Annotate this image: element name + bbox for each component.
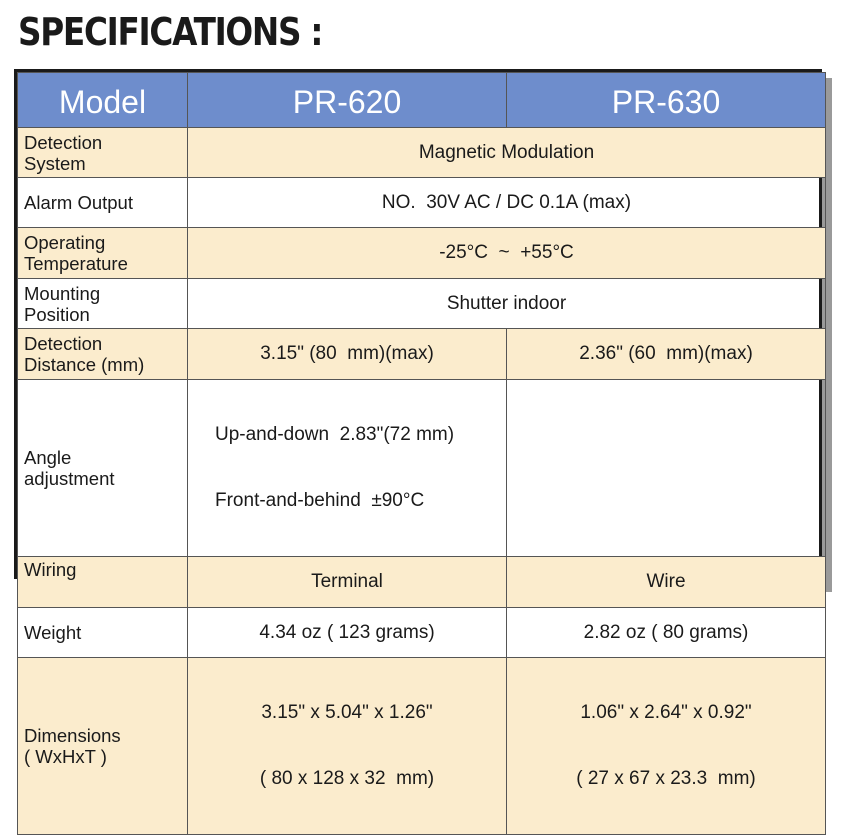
row-mounting-position <box>18 279 826 329</box>
label-line: Detection <box>24 333 103 354</box>
label-line: System <box>24 152 86 174</box>
value-line: 3.15" x 5.04" x 1.26" <box>261 702 433 723</box>
row-detection-distance <box>18 329 826 380</box>
value-alarm-output: NO. 30V AC / DC 0.1A (max) <box>188 178 826 228</box>
spec-table-container <box>14 69 822 789</box>
value-line: 1.06" x 2.64" x 0.92" <box>580 702 752 723</box>
row-operating-temperature <box>18 228 826 279</box>
label-line: Position <box>24 303 90 325</box>
label-line: Mounting <box>24 282 101 304</box>
value-line: Up-and-down 2.83"(72 mm) <box>215 424 455 445</box>
row-detection-system <box>18 128 826 178</box>
label-line: Detection <box>24 131 103 153</box>
value-wiring-pr630: Wire <box>507 557 826 608</box>
spec-table <box>17 72 826 835</box>
header-model: Model <box>18 73 188 128</box>
label-detection-system <box>18 128 188 178</box>
label-line: ( WxHxT ) <box>24 746 107 767</box>
label-angle-adjustment <box>18 380 188 557</box>
label-mounting-position <box>18 279 188 329</box>
value-detection-distance-pr630: 2.36" (60 mm)(max) <box>507 329 826 380</box>
value-line: Front-and-behind ±90°C <box>215 490 425 511</box>
value-line: ( 80 x 128 x 32 mm) <box>259 768 435 789</box>
value-angle-adjustment-pr630 <box>507 380 826 557</box>
value-mounting-position: Shutter indoor <box>188 279 826 329</box>
label-line: Operating <box>24 232 106 253</box>
header-pr630: PR-630 <box>507 73 826 128</box>
value-angle-adjustment-pr620 <box>188 380 507 557</box>
label-line: Angle <box>24 447 72 468</box>
value-weight-pr620: 4.34 oz ( 123 grams) <box>188 608 507 658</box>
label-line: adjustment <box>24 468 115 489</box>
label-alarm-output: Alarm Output <box>18 178 188 228</box>
value-detection-distance-pr620: 3.15" (80 mm)(max) <box>188 329 507 380</box>
label-weight: Weight <box>18 608 188 658</box>
value-dimensions-pr630 <box>507 658 826 835</box>
label-detection-distance <box>18 329 188 380</box>
row-wiring <box>18 557 826 608</box>
label-line: Temperature <box>24 253 128 274</box>
value-wiring-pr620: Terminal <box>188 557 507 608</box>
label-operating-temperature <box>18 228 188 279</box>
value-dimensions-pr620 <box>188 658 507 835</box>
label-dimensions <box>18 658 188 835</box>
header-pr620: PR-620 <box>188 73 507 128</box>
value-line: ( 27 x 67 x 23.3 mm) <box>576 768 756 789</box>
label-line: Distance (mm) <box>24 354 145 375</box>
row-dimensions <box>18 658 826 835</box>
label-line: Dimensions <box>24 725 121 746</box>
value-detection-system: Magnetic Modulation <box>188 128 826 178</box>
header-row <box>18 73 826 128</box>
value-operating-temperature: -25°C ~ +55°C <box>188 228 826 279</box>
row-angle-adjustment <box>18 380 826 557</box>
value-weight-pr630: 2.82 oz ( 80 grams) <box>507 608 826 658</box>
row-alarm-output <box>18 178 826 228</box>
row-weight <box>18 608 826 658</box>
label-wiring: Wiring <box>18 557 188 608</box>
page-title: SPECIFICATIONS : <box>18 10 323 54</box>
